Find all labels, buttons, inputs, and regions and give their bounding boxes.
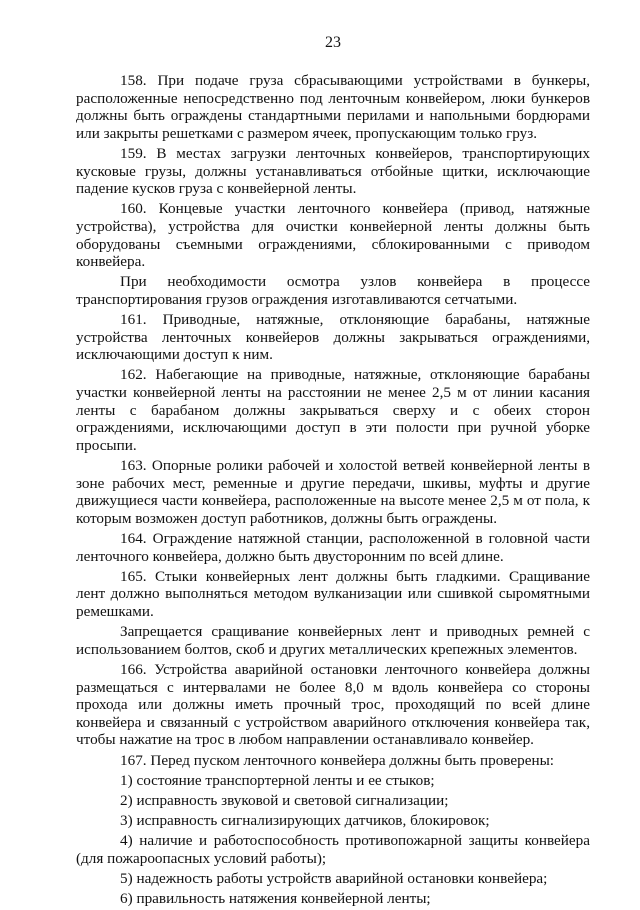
paragraph-160: 160. Концевые участки ленточного конвейера (привод, натяжные устройства), устройства для очистки конвейерной ленты должны быть оборудованы съемными ограждениями, сблокированными с приводом конвейера. — [76, 200, 590, 271]
paragraph-166: 166. Устройства аварийной остановки ленточного конвейера должны размещаться с интервалами не более 8,0 м вдоль конвейера со стороны прохода или должны иметь прочный трос, проходящий по всей длине конвейера и связанный с устройством аварийного отключения конвейера так, чтобы нажатие на трос в любом направлении останавливало конвейер. — [76, 660, 590, 749]
list-item: 4) наличие и работоспособность противопожарной защиты конвейера (для пожароопасных условий работы); — [76, 832, 590, 867]
list-item: 6) правильность натяжения конвейерной ленты; — [120, 890, 431, 908]
paragraph-164: 164. Ограждение натяжной станции, расположенной в головной части ленточного конвейера, должно быть двусторонним по всей длине. — [76, 530, 590, 565]
paragraph-160-inspection: При необходимости осмотра узлов конвейера в процессе транспортирования грузов ограждения изготавливаются сетчатыми. — [76, 273, 590, 308]
paragraph-161: 161. Приводные, натяжные, отклоняющие барабаны, натяжные устройства ленточных конвейеров должны закрываться ограждениями, исключающими доступ к ним. — [76, 311, 590, 364]
paragraph-162: 162. Набегающие на приводные, натяжные, отклоняющие барабаны участки конвейерной ленты на расстоянии не менее 2,5 м от линии касания ленты с барабаном должны закрываться сверху и с обеих сторон ограждениями, исключающими доступ в эти полости при ручной уборке просыпи. — [76, 366, 590, 454]
paragraph-158: 158. При подаче груза сбрасывающими устройствами в бункеры, расположенные непосредственно под ленточным конвейером, люки бункеров должны быть ограждены стандартными перилами и напольными бордюрами или закрыты решетками с размером ячеек, пропускающим только груз. — [76, 72, 590, 142]
list-item: 1) состояние транспортерной ленты и ее стыков; — [120, 771, 435, 789]
paragraph-163: 163. Опорные ролики рабочей и холостой ветвей конвейерной ленты в зоне рабочих мест, ременные и другие передачи, шкивы, муфты и другие движущиеся части конвейера, расположенные на высоте менее 2,5 м от пола, к которым возможен доступ работников, должны быть ограждены. — [76, 457, 590, 527]
paragraph-159: 159. В местах загрузки ленточных конвейеров, транспортирующих кусковые грузы, должны устанавливаться отбойные щитки, исключающие падение кусков груза с конвейерной ленты. — [76, 144, 590, 198]
document-page — [76, 34, 590, 910]
list-item: 3) исправность сигнализирующих датчиков, блокировок; — [120, 812, 490, 830]
page-number: 23 — [325, 34, 341, 51]
paragraph-167: 167. Перед пуском ленточного конвейера должны быть проверены: — [120, 751, 554, 769]
list-item: 2) исправность звуковой и световой сигнализации; — [120, 791, 449, 809]
paragraph-165: 165. Стыки конвейерных лент должны быть гладкими. Сращивание лент должно выполняться методом вулканизации или сшивкой сыромятными ремешками. — [76, 567, 590, 620]
paragraph-165-prohibition: Запрещается сращивание конвейерных лент и приводных ремней с использованием болтов, скоб и других металлических крепежных элементов. — [76, 623, 590, 658]
document-body — [76, 72, 590, 908]
list-item: 5) надежность работы устройств аварийной остановки конвейера; — [120, 870, 548, 888]
